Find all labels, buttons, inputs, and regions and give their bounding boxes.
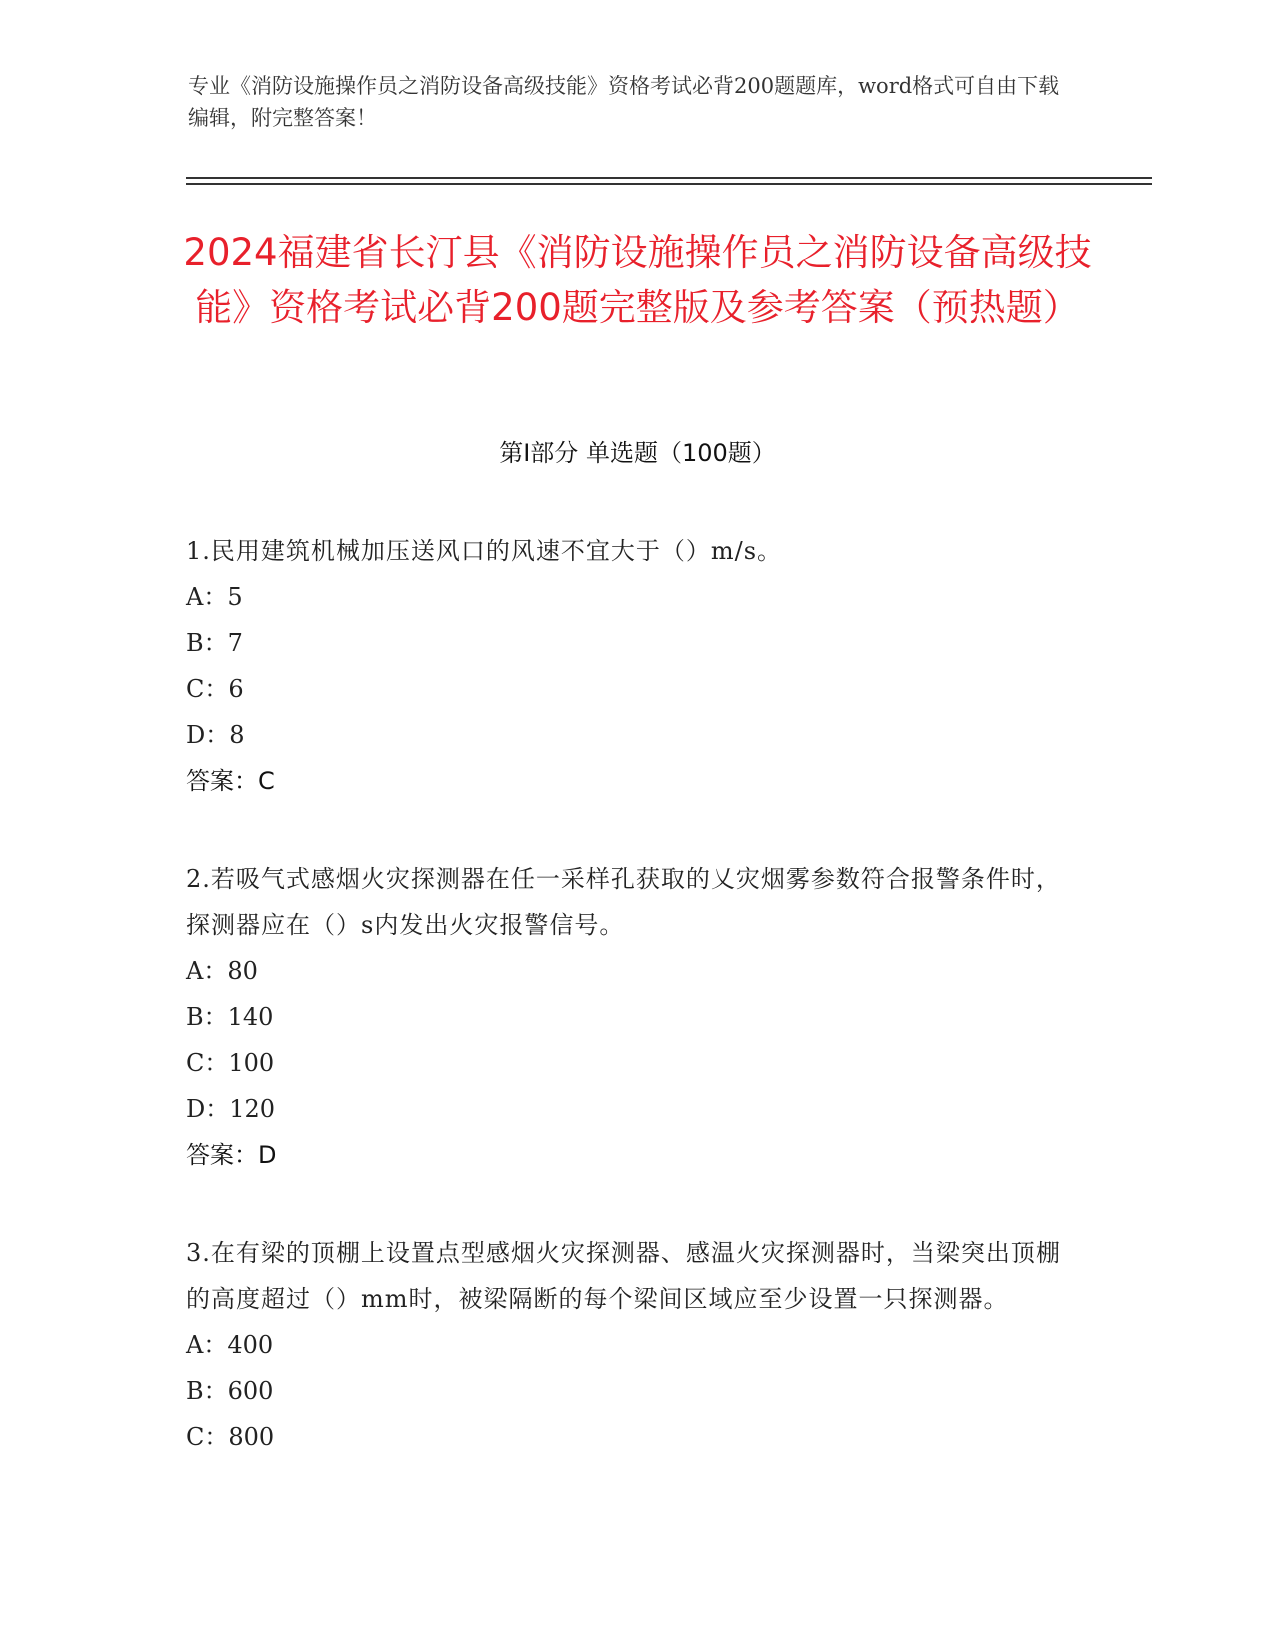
question-3	[186, 1230, 1066, 1460]
question-1	[186, 528, 1066, 804]
question-stem: 1.民用建筑机械加压送风口的风速不宜大于（）m/s。	[186, 537, 783, 565]
section-heading: 第Ⅰ部分 单选题（100题）	[499, 439, 776, 467]
header-note: 专业《消防设施操作员之消防设备高级技能》资格考试必背200题题库，word格式可自由下载编辑，附完整答案！	[188, 74, 1060, 130]
question-stem: 3.在有梁的顶棚上设置点型感烟火灾探测器、感温火灾探测器时，当梁突出顶棚的高度超过（）mm时，被梁隔断的每个梁间区域应至少设置一只探测器。	[186, 1239, 1061, 1313]
document-title: 2024福建省长汀县《消防设施操作员之消防设备高级技能》资格考试必背200题完整版及参考答案（预热题）	[183, 231, 1092, 329]
option-a: A：80	[186, 957, 258, 985]
question-stem: 2.若吸气式感烟火灾探测器在任一采样孔获取的乂灾烟雾参数符合报警条件时，探测器应在（）s内发出火灾报警信号。	[186, 865, 1061, 939]
header-rule-top	[186, 177, 1152, 179]
option-b: B：600	[186, 1377, 274, 1405]
option-c: C：800	[186, 1423, 275, 1451]
option-c: C：6	[186, 675, 244, 703]
question-2	[186, 856, 1066, 1178]
option-d: D：8	[186, 721, 245, 749]
option-d: D：120	[186, 1095, 276, 1123]
option-b: B：140	[186, 1003, 274, 1031]
question-spacer	[186, 804, 1066, 856]
answer: 答案：D	[186, 1141, 277, 1169]
question-spacer	[186, 1178, 1066, 1230]
question-list	[186, 528, 1066, 1460]
header-rule-bottom	[186, 183, 1152, 185]
option-a: A：400	[186, 1331, 274, 1359]
option-a: A：5	[186, 583, 243, 611]
answer: 答案：C	[186, 767, 275, 795]
option-c: C：100	[186, 1049, 275, 1077]
option-b: B：7	[186, 629, 243, 657]
